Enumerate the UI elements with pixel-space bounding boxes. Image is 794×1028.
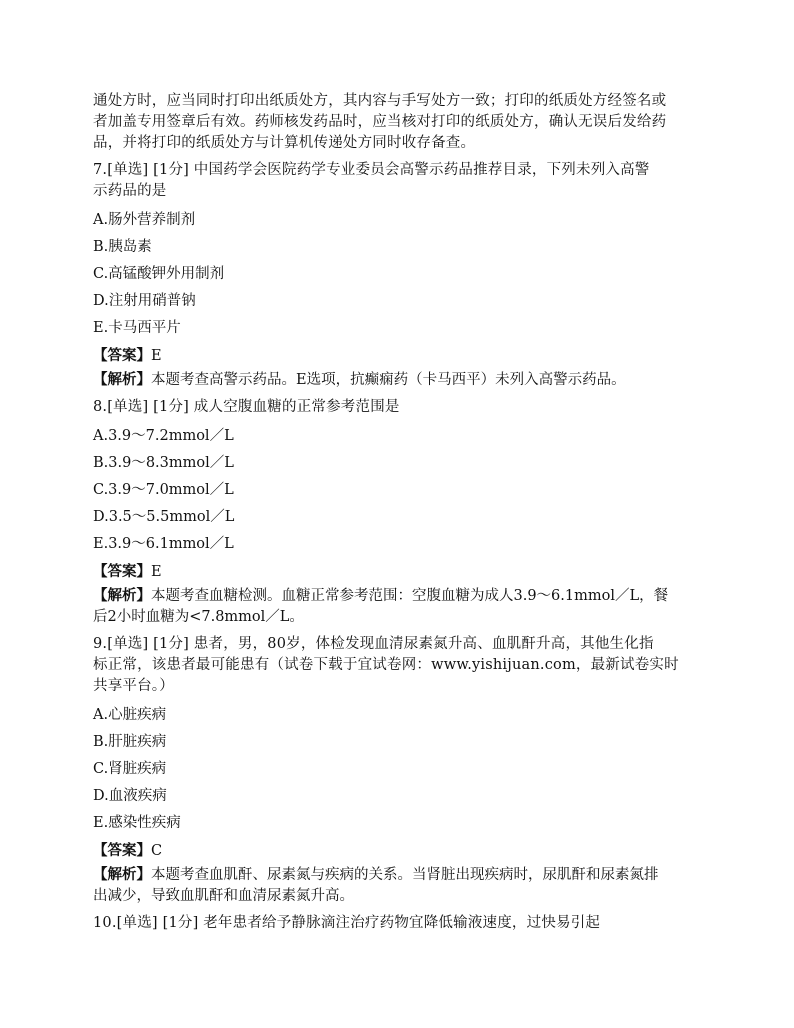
question-stem [93,160,703,202]
option-b: B.胰岛素 [93,239,152,255]
question-stem [93,397,703,418]
option-d: D.血液疾病 [93,788,167,804]
analysis [93,864,703,907]
analysis-label: 【解析】 [93,587,151,604]
stem-line: 7.[单选] [1分] 中国药学会医院药学专业委员会高警示药品推荐目录，下列未列入高警 [93,162,650,178]
option-c: C.高锰酸钾外用制剂 [93,266,225,282]
stem-line: 共享平台。） [93,678,174,694]
answer-value: E [151,348,162,364]
stem-line: 9.[单选] [1分] 患者，男，80岁，体检发现血清尿素氮升高、血肌酐升高，其他生化指 [93,636,654,652]
analysis-line [93,585,703,607]
analysis-text: 本题考查血糖检测。血糖正常参考范围：空腹血糖为成人3.9～6.1mmol／L，餐 [151,588,669,604]
question-stem [93,634,703,697]
analysis-line [93,864,703,886]
analysis-text: 本题考查血肌酐、尿素氮与疾病的关系。当肾脏出现疾病时，尿肌酐和尿素氮排 [151,867,659,883]
answer-line [93,558,703,585]
analysis-line: 后2小时血糖为<7.8mmol／L。 [93,609,304,625]
answer-value: C [151,843,163,859]
answer-line [93,837,703,864]
answer-value: E [151,564,162,580]
option-c: C.肾脏疾病 [93,761,167,777]
option-c: C.3.9～7.0mmol／L [93,482,234,498]
analysis-line [93,369,703,391]
intro-paragraph [93,91,703,154]
intro-line: 者加盖专用签章后有效。药师核发药品时，应当核对打印的纸质处方，确认无误后发给药 [93,114,667,130]
stem-line: 8.[单选] [1分] 成人空腹血糖的正常参考范围是 [93,399,400,415]
option-a: A.3.9～7.2mmol／L [93,428,234,444]
option-a: A.心脏疾病 [93,707,167,723]
answer-line [93,342,703,369]
analysis [93,369,703,391]
analysis-label: 【解析】 [93,866,151,883]
option-e: E.卡马西平片 [93,320,181,336]
analysis-label: 【解析】 [93,371,151,388]
intro-line: 通处方时，应当同时打印出纸质处方，其内容与手写处方一致；打印的纸质处方经签名或 [93,93,667,109]
analysis-line: 出减少，导致血肌酐和血清尿素氮升高。 [93,888,354,904]
answer-label: 【答案】 [93,563,151,580]
answer-label: 【答案】 [93,347,151,364]
option-d: D.3.5～5.5mmol／L [93,509,235,525]
answer-label: 【答案】 [93,842,151,859]
option-d: D.注射用硝普钠 [93,293,196,309]
option-e: E.感染性疾病 [93,815,181,831]
document-page [93,91,703,939]
option-b: B.3.9～8.3mmol／L [93,455,234,471]
question-stem [93,913,703,934]
analysis [93,585,703,628]
stem-line: 10.[单选] [1分] 老年患者给予静脉滴注治疗药物宜降低输液速度，过快易引起 [93,915,601,931]
question-8 [93,397,703,628]
stem-line: 标正常，该患者最可能患有（试卷下载于宜试卷网：www.yishijuan.com，最新试卷实时 [93,657,679,673]
option-b: B.肝脏疾病 [93,734,167,750]
question-10 [93,913,703,934]
question-7 [93,160,703,391]
analysis-text: 本题考查高警示药品。E选项，抗癫痫药（卡马西平）未列入高警示药品。 [151,372,626,388]
question-9 [93,634,703,907]
stem-line: 示药品的是 [93,183,167,199]
intro-line: 品，并将打印的纸质处方与计算机传递处方同时收存备查。 [93,135,476,151]
option-a: A.肠外营养制剂 [93,212,196,228]
option-e: E.3.9～6.1mmol／L [93,536,234,552]
